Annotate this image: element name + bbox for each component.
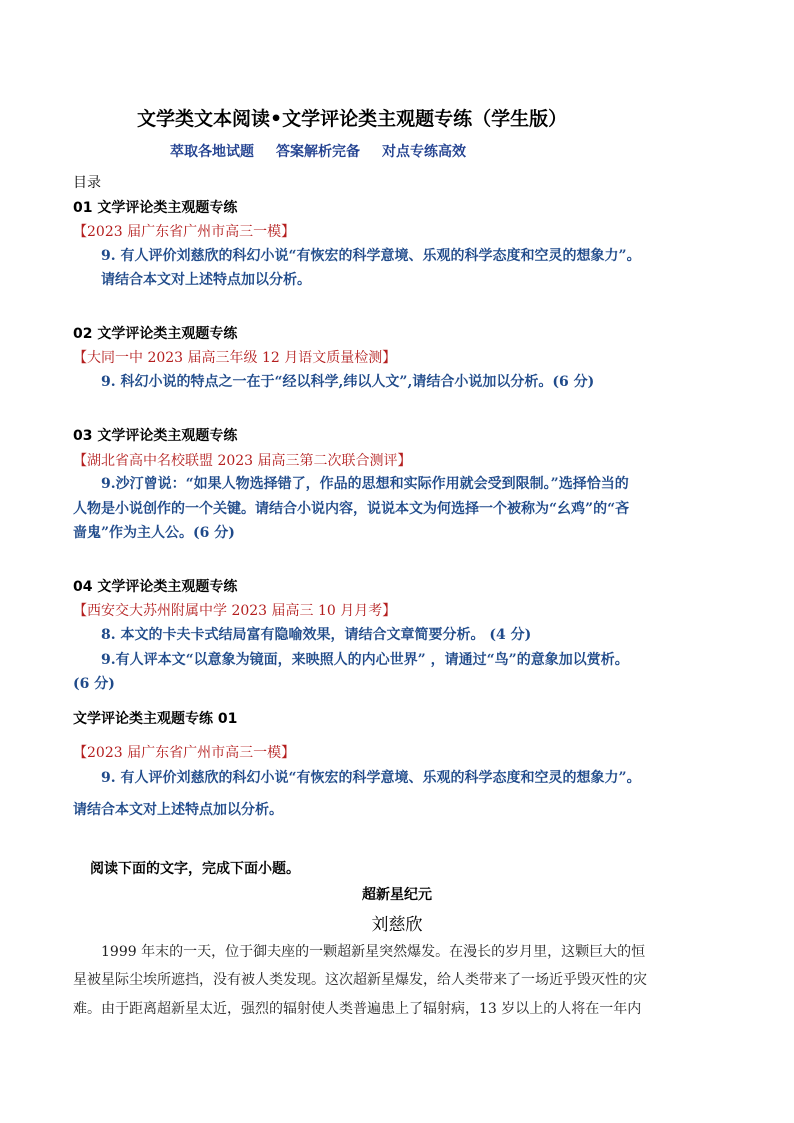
- section-source-01: 【2023 届广东省广州市高三一模】: [73, 224, 296, 240]
- subtitle-item: 对点专练高效: [382, 144, 466, 160]
- subtitle: [170, 141, 488, 161]
- question-line: 9. 有人评价刘慈欣的科幻小说“有恢宏的科学意境、乐观的科学态度和空灵的想象力”。: [101, 248, 641, 264]
- question-line: 人物是小说创作的一个关键。请结合小说内容，说说本文为何选择一个被称为“幺鸡”的“吝: [73, 501, 630, 517]
- subtitle-item: 萃取各地试题: [170, 144, 254, 160]
- story-author: 刘慈欣: [371, 915, 423, 935]
- question-line: 啬鬼”作为主人公。(6 分): [73, 525, 235, 541]
- question-line: 请结合本文对上述特点加以分析。: [73, 802, 283, 818]
- question-line: 9.沙汀曾说：“如果人物选择错了，作品的思想和实际作用就会受到限制。”选择恰当的: [101, 476, 629, 492]
- part-heading: 文学评论类主观题专练 01: [73, 711, 238, 727]
- story-line: 难。由于距离超新星太近，强烈的辐射使人类普遍患上了辐射病，13 岁以上的人将在一年内: [73, 1001, 642, 1017]
- story-title: 超新星纪元: [362, 887, 432, 903]
- question-line: 9.有人评本文“以意象为镜面，来映照人的内心世界” ，请通过“鸟”的意象加以赏析。: [101, 652, 629, 668]
- document-title: 文学类文本阅读•文学评论类主观题专练（学生版）: [137, 108, 568, 130]
- section-heading-03: 03 文学评论类主观题专练: [73, 428, 238, 444]
- question-line: 9. 科幻小说的特点之一在于“经以科学,纬以人文”,请结合小说加以分析。(6 分): [101, 374, 595, 390]
- question-line: 8. 本文的卡夫卡式结局富有隐喻效果，请结合文章简要分析。 (4 分): [101, 627, 532, 643]
- section-source-04: 【西安交大苏州附属中学 2023 届高三 10 月月考】: [73, 603, 397, 619]
- section-source-03: 【湖北省高中名校联盟 2023 届高三第二次联合测评】: [73, 453, 412, 469]
- section-heading-02: 02 文学评论类主观题专练: [73, 326, 238, 342]
- section-heading-04: 04 文学评论类主观题专练: [73, 579, 238, 595]
- section-heading-01: 01 文学评论类主观题专练: [73, 200, 238, 216]
- story-line: 星被星际尘埃所遮挡，没有被人类发现。这次超新星爆发，给人类带来了一场近乎毁灭性的灾: [73, 972, 647, 988]
- part-source: 【2023 届广东省广州市高三一模】: [73, 745, 296, 761]
- toc-label: 目录: [73, 175, 101, 191]
- instruction: 阅读下面的文字，完成下面小题。: [90, 861, 300, 877]
- question-line: (6 分): [73, 676, 115, 692]
- section-source-02: 【大同一中 2023 届高三年级 12 月语文质量检测】: [73, 350, 397, 366]
- story-line: 1999 年末的一天，位于御夫座的一颗超新星突然爆发。在漫长的岁月里，这颗巨大的恒: [101, 944, 646, 960]
- question-line: 9. 有人评价刘慈欣的科幻小说“有恢宏的科学意境、乐观的科学态度和空灵的想象力”。: [101, 770, 641, 786]
- subtitle-item: 答案解析完备: [276, 144, 360, 160]
- question-line: 请结合本文对上述特点加以分析。: [101, 272, 311, 288]
